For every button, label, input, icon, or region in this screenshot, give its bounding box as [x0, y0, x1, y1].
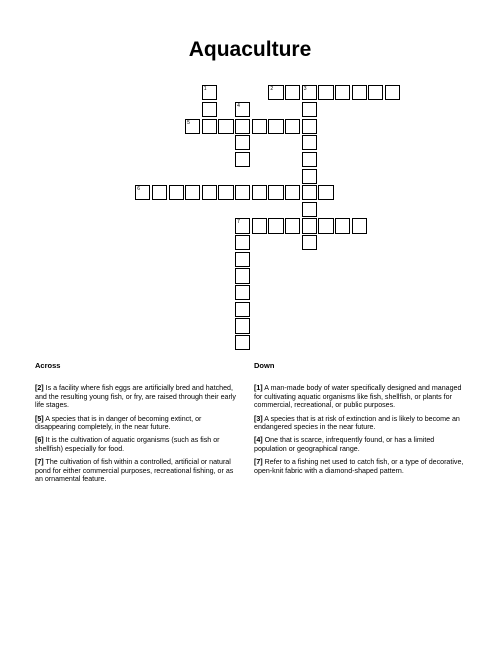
grid-cell[interactable] — [302, 119, 317, 134]
grid-cell[interactable] — [152, 185, 167, 200]
grid-cell[interactable] — [302, 85, 317, 100]
grid-cell[interactable] — [285, 85, 300, 100]
grid-cell[interactable] — [235, 102, 250, 117]
grid-cell[interactable] — [302, 185, 317, 200]
grid-cell[interactable] — [235, 185, 250, 200]
grid-cell[interactable] — [202, 102, 217, 117]
grid-cell[interactable] — [302, 202, 317, 217]
grid-cell[interactable] — [302, 102, 317, 117]
grid-cell[interactable] — [169, 185, 184, 200]
grid-cell[interactable] — [252, 119, 267, 134]
grid-cell[interactable] — [235, 252, 250, 267]
grid-cell[interactable] — [302, 152, 317, 167]
across-heading: Across — [35, 361, 61, 370]
grid-cell[interactable] — [235, 235, 250, 250]
down-clue: [3] A species that is at risk of extinction and is likely to become an endangered species in the near future. — [254, 414, 460, 432]
grid-cell[interactable] — [335, 218, 350, 233]
grid-cell[interactable] — [318, 185, 333, 200]
grid-cell[interactable] — [335, 85, 350, 100]
grid-cell[interactable] — [285, 218, 300, 233]
grid-cell[interactable] — [268, 218, 283, 233]
grid-cell[interactable] — [302, 135, 317, 150]
grid-cell[interactable] — [318, 218, 333, 233]
down-clue: [1] A man-made body of water specifically designed and managed for cultivating aquatic organisms like fish, shellfish, or plants for commercial, recreational, or public purposes. — [254, 384, 462, 410]
grid-cell[interactable] — [285, 119, 300, 134]
grid-cell[interactable] — [185, 185, 200, 200]
grid-cell[interactable] — [268, 185, 283, 200]
clue-number: 3 — [303, 86, 307, 93]
across-clue: [2] Is a facility where fish eggs are artificially bred and hatched, and the resulting young fish, or fry, are raised through their early life stages. — [35, 384, 236, 410]
grid-cell[interactable] — [302, 169, 317, 184]
grid-cell[interactable] — [352, 218, 367, 233]
across-clues — [35, 362, 242, 488]
grid-cell[interactable] — [385, 85, 400, 100]
grid-cell[interactable] — [235, 152, 250, 167]
down-clues — [254, 362, 464, 480]
grid-cell[interactable] — [218, 119, 233, 134]
grid-cell[interactable] — [285, 185, 300, 200]
grid-cell[interactable] — [252, 185, 267, 200]
down-clue: [7] Refer to a fishing net used to catch fish, or a type of decorative, open-knit fabric with a diamond-shaped pattern. — [254, 458, 464, 475]
grid-cell[interactable] — [235, 119, 250, 134]
grid-cell[interactable] — [202, 185, 217, 200]
clue-number: 5 — [187, 119, 190, 126]
grid-cell[interactable] — [252, 218, 267, 233]
puzzle-title: Aquaculture — [188, 38, 312, 61]
grid-cell[interactable] — [202, 119, 217, 134]
down-clue: [4] One that is scarce, infrequently found, or has a limited population or geographical range. — [254, 436, 435, 453]
clue-number: 6 — [137, 186, 140, 193]
down-heading: Down — [254, 361, 275, 370]
grid-cell[interactable] — [135, 185, 150, 200]
grid-cell[interactable] — [202, 85, 217, 100]
across-clue: [7] The cultivation of fish within a controlled, artificial or natural pond for either commercial purposes, recreational fishing, or as an ornamental feature. — [35, 458, 234, 484]
grid-cell[interactable] — [268, 119, 283, 134]
grid-cell[interactable] — [352, 85, 367, 100]
grid-cell[interactable] — [368, 85, 383, 100]
clue-number: 2 — [270, 86, 274, 93]
clue-number: 7 — [237, 219, 240, 226]
clue-number: 4 — [237, 102, 240, 109]
grid-cell[interactable] — [235, 335, 250, 350]
clue-number: 1 — [203, 86, 207, 93]
grid-cell[interactable] — [235, 302, 250, 317]
grid-cell[interactable] — [302, 235, 317, 250]
grid-cell[interactable] — [268, 85, 283, 100]
grid-cell[interactable] — [235, 268, 250, 283]
grid-cell[interactable] — [185, 119, 200, 134]
across-clue: [5] A species that is in danger of becoming extinct, or disappearing completely, in the near future. — [35, 414, 202, 432]
grid-cell[interactable] — [318, 85, 333, 100]
grid-cell[interactable] — [235, 318, 250, 333]
grid-cell[interactable] — [235, 135, 250, 150]
across-clue: [6] It is the cultivation of aquatic organisms (such as fish or shellfish) especially for food. — [35, 436, 220, 453]
grid-cell[interactable] — [302, 218, 317, 233]
grid-cell[interactable] — [218, 185, 233, 200]
grid-cell[interactable] — [235, 218, 250, 233]
grid-cell[interactable] — [235, 285, 250, 300]
